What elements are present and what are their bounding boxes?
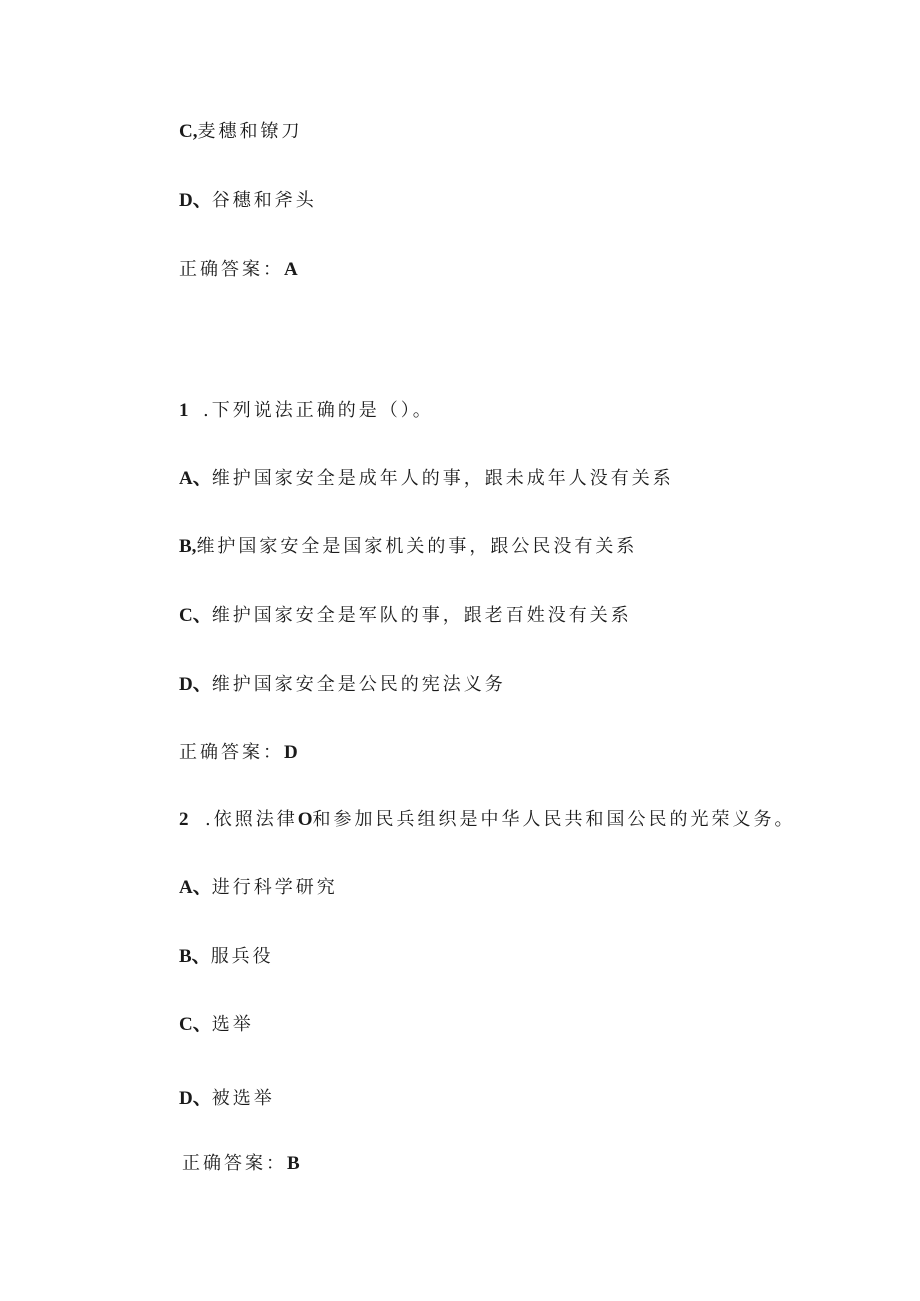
question-1-answer [179, 741, 298, 765]
option-d-prev [179, 189, 317, 213]
option-label: D、 [179, 190, 212, 211]
question-1-option-d [179, 673, 506, 697]
question-2-stem [179, 808, 796, 832]
option-label: B、 [179, 946, 211, 967]
option-text: 维护国家安全是公民的宪法义务 [211, 674, 506, 695]
answer-value: A [284, 259, 298, 280]
option-label: A、 [179, 468, 212, 489]
question-2-option-c [179, 1013, 254, 1037]
question-1-option-a [179, 467, 674, 491]
option-text: 选举 [211, 1014, 254, 1035]
question-1-option-b [179, 535, 637, 559]
option-text: 维护国家安全是成年人的事，跟未成年人没有关系 [211, 468, 674, 489]
question-blank: O [297, 809, 313, 830]
question-2-answer [182, 1152, 300, 1176]
option-label: A、 [179, 877, 212, 898]
option-label: C, [179, 121, 198, 142]
option-text: 维护国家安全是国家机关的事，跟公民没有关系 [196, 536, 638, 557]
answer-label: 正确答案： [182, 1153, 287, 1174]
question-number: 2 [179, 809, 189, 830]
question-2-option-a [179, 876, 338, 900]
question-2-option-b [179, 945, 274, 969]
answer-label: 正确答案： [179, 259, 284, 280]
option-text: 麦穗和镣刀 [197, 121, 303, 142]
option-text: 被选举 [211, 1088, 275, 1109]
option-text: 谷穗和斧头 [211, 190, 317, 211]
question-text-pre: .依照法律 [205, 809, 298, 830]
question-2-option-d [179, 1087, 275, 1111]
option-c-prev [179, 120, 302, 144]
question-text: .下列说法正确的是（）。 [203, 400, 434, 421]
option-text: 进行科学研究 [211, 877, 338, 898]
answer-value: B [287, 1153, 300, 1174]
question-text-post: 和参加民兵组织是中华人民共和国公民的光荣义务。 [312, 809, 796, 830]
question-1-option-c [179, 604, 632, 628]
option-label: B, [179, 536, 197, 557]
option-text: 服兵役 [210, 946, 274, 967]
option-label: C、 [179, 605, 212, 626]
question-number: 1 [179, 400, 189, 421]
answer-label: 正确答案： [179, 742, 284, 763]
question-1-stem [179, 399, 434, 423]
answer-prev [179, 258, 298, 282]
option-label: D、 [179, 674, 212, 695]
option-text: 维护国家安全是军队的事，跟老百姓没有关系 [211, 605, 632, 626]
option-label: D、 [179, 1088, 212, 1109]
answer-value: D [284, 742, 298, 763]
option-label: C、 [179, 1014, 212, 1035]
